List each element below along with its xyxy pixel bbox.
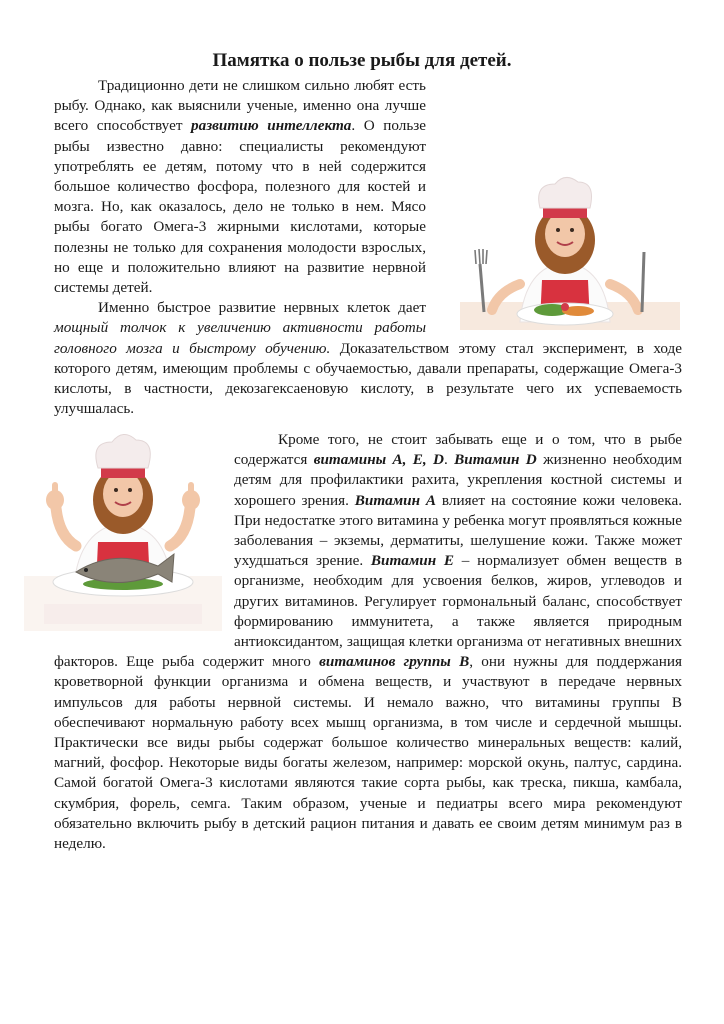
highlight-intellect: развитию интеллекта: [191, 117, 352, 135]
vitamins-text-block: [54, 430, 682, 854]
highlight-vitamins-b: витаминов группы В: [319, 653, 470, 671]
highlight-vitamin-a: Витамин А: [354, 491, 437, 509]
highlight-brain-activity: мощный толчок к увеличению активности работы головного мозга и быстрому обучению.: [54, 319, 426, 357]
highlight-vitamins-aed: витамины А, Е, D: [313, 451, 445, 469]
highlight-vitamin-e: Витамин Е: [370, 552, 455, 570]
vitamins-text-3: жизненно необходим детям для профилактики рахита, укрепления костной системы и хорошего зрения.: [234, 451, 683, 509]
intro-paragraph-2-start: Именно быстрое развитие нервных клеток дает: [98, 299, 426, 317]
girl-with-fork-photo: [440, 172, 690, 330]
highlight-vitamin-d: Витамин D: [454, 451, 537, 469]
page-title: Памятка о пользе рыбы для детей.: [212, 50, 512, 71]
vitamins-text-1: Кроме того, не стоит забывать еще и о том, что в рыбе содержатся: [234, 431, 682, 469]
girl-with-fish-photo: [24, 426, 222, 631]
vitamins-text-6: , они нужны для поддержания кроветворной функции организма и обмена веществ, и участвуют в передаче нервных импульсов для работы нервной системы. И немало важно, что витамины группы В обеспечивают нормальную работу всех мышц организма, в том числе и сердечной мышцы. Практически все виды рыбы содержат большое количество минеральных веществ: калий, магний, фосфор. Некоторые виды богаты железом, например: морской окунь, палтус, сардина. Самой богатой Омега-3 кислотами являются такие сорта рыбы, как треска, пикша, камбала, скумбрия, форель, семга. Таким образом, ученые и педиатры всего мира рекомендуют обязательно включить рыбу в детский рацион питания и давать ее своим детям минимум раз в неделю.: [54, 653, 683, 853]
intro-paragraph-1-start: Традиционно дети не слишком сильно любят есть рыбу. Однако, как выяснили ученые, именно она лучше всего способствует: [54, 77, 426, 135]
vitamins-text-4: влияет на состояние кожи человека. При недостатке этого витамина у ребенка могут проявляться кожные заболевания – экземы, дерматиты, шелушение кожи. Также может ухудшаться зрение.: [234, 491, 682, 570]
intro-paragraph-1-end: . О пользе рыбы известно давно: специалисты рекомендуют употреблять ее детям, потому что в ней содержится большое количество фосфора, полезного для костей и мозга. Но, как оказалось, дело не только в нем. Мясо рыбы богато Омега-3 жирными кислотами, которые полезны не только для сохранения молодости взрослых, но еще и положительно влияют на развитие нервной системы детей.: [54, 117, 426, 297]
vitamins-text-5: – нормализует обмен веществ в организме, необходим для усвоения белков, жиров, углеводов и других витаминов. Регулирует гормональный баланс, способствует формированию иммунитета, а также является природным антиоксидантом, защищая клетки организма от негативных внешних факторов. Еще рыба содержит много: [54, 552, 682, 671]
intro-paragraph-2-end: Доказательством этому стал эксперимент, в ходе которого детям, имеющим проблемы с обучаемостью, давали препараты, содержащие Омега-3 кислоты, в частности, декозагексаеновую кислоту, в результате чего их успеваемость улучшалась.: [54, 339, 682, 418]
intro-text-block: [54, 76, 682, 419]
vitamins-text-2: .: [444, 451, 455, 469]
